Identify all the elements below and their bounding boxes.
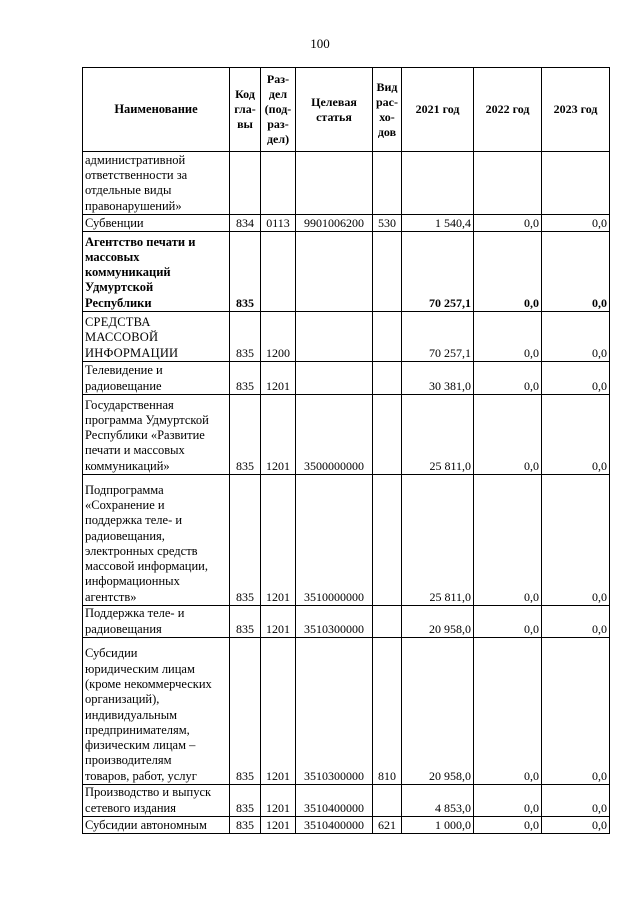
cell-2023 <box>542 152 610 215</box>
cell-code: 835 <box>230 785 261 817</box>
cell-code: 835 <box>230 638 261 785</box>
cell-section: 1201 <box>261 638 296 785</box>
cell-2022: 0,0 <box>474 395 542 475</box>
cell-2021: 1 000,0 <box>402 817 474 834</box>
cell-article: 3510000000 <box>296 475 373 606</box>
cell-section <box>261 232 296 312</box>
cell-2022: 0,0 <box>474 606 542 638</box>
cell-code: 835 <box>230 312 261 362</box>
cell-section: 1201 <box>261 475 296 606</box>
cell-code: 834 <box>230 215 261 232</box>
cell-name: Субсидии юридическим лицам (кроме некоммерческих организаций), индивидуальным предпринимателям, физическим лицам – производителям товаров, работ, услуг <box>83 638 230 785</box>
cell-2023: 0,0 <box>542 362 610 395</box>
table-row <box>83 215 610 232</box>
table-row <box>83 785 610 817</box>
cell-section: 0113 <box>261 215 296 232</box>
table-row <box>83 362 610 395</box>
header-2023: 2023 год <box>542 68 610 152</box>
cell-name: Подпрограмма «Сохранение и поддержка теле- и радиовещания, электронных средств массовой информации, информационных агентств» <box>83 475 230 606</box>
cell-name: СРЕДСТВА МАССОВОЙ ИНФОРМАЦИИ <box>83 312 230 362</box>
cell-2021: 20 958,0 <box>402 638 474 785</box>
cell-code: 835 <box>230 362 261 395</box>
cell-article: 3510400000 <box>296 817 373 834</box>
cell-name: Государственная программа Удмуртской Республики «Развитие печати и массовых коммуникаций» <box>83 395 230 475</box>
cell-article: 3510300000 <box>296 638 373 785</box>
cell-name: Субвенции <box>83 215 230 232</box>
cell-code: 835 <box>230 475 261 606</box>
cell-2021: 30 381,0 <box>402 362 474 395</box>
cell-name: Поддержка теле- и радиовещания <box>83 606 230 638</box>
cell-section <box>261 152 296 215</box>
header-vid: Вид рас- хо- дов <box>373 68 402 152</box>
table-row <box>83 152 610 215</box>
cell-2021: 1 540,4 <box>402 215 474 232</box>
cell-name: Телевидение и радиовещание <box>83 362 230 395</box>
cell-vid <box>373 785 402 817</box>
cell-2023: 0,0 <box>542 785 610 817</box>
header-article: Целевая статья <box>296 68 373 152</box>
cell-2023: 0,0 <box>542 312 610 362</box>
cell-2023: 0,0 <box>542 215 610 232</box>
cell-vid <box>373 395 402 475</box>
cell-2021: 70 257,1 <box>402 312 474 362</box>
cell-article: 3510300000 <box>296 606 373 638</box>
cell-vid: 621 <box>373 817 402 834</box>
cell-2022 <box>474 152 542 215</box>
table-row <box>83 395 610 475</box>
cell-2022: 0,0 <box>474 312 542 362</box>
cell-vid <box>373 232 402 312</box>
cell-2023: 0,0 <box>542 475 610 606</box>
cell-2022: 0,0 <box>474 638 542 785</box>
cell-2022: 0,0 <box>474 232 542 312</box>
cell-article <box>296 362 373 395</box>
cell-name: Субсидии автономным <box>83 817 230 834</box>
page-number: 100 <box>310 36 330 51</box>
budget-table <box>82 67 610 834</box>
header-section: Раз- дел (под- раз- дел) <box>261 68 296 152</box>
cell-name: административной ответственности за отдельные виды правонарушений» <box>83 152 230 215</box>
cell-article <box>296 312 373 362</box>
cell-section: 1201 <box>261 395 296 475</box>
cell-code: 835 <box>230 232 261 312</box>
cell-2022: 0,0 <box>474 475 542 606</box>
cell-article <box>296 232 373 312</box>
cell-vid <box>373 362 402 395</box>
cell-section: 1200 <box>261 312 296 362</box>
cell-2021: 25 811,0 <box>402 475 474 606</box>
cell-section: 1201 <box>261 606 296 638</box>
cell-article <box>296 152 373 215</box>
table-row <box>83 817 610 834</box>
header-row <box>83 68 610 152</box>
cell-2023: 0,0 <box>542 395 610 475</box>
cell-2022: 0,0 <box>474 785 542 817</box>
cell-article: 3500000000 <box>296 395 373 475</box>
cell-article: 3510400000 <box>296 785 373 817</box>
cell-2023: 0,0 <box>542 606 610 638</box>
header-name: Наименование <box>83 68 230 152</box>
cell-name: Агентство печати и массовых коммуникаций Удмуртской Республики <box>83 232 230 312</box>
table-row <box>83 475 610 606</box>
header-2022: 2022 год <box>474 68 542 152</box>
cell-code: 835 <box>230 395 261 475</box>
table-row <box>83 232 610 312</box>
cell-code: 835 <box>230 606 261 638</box>
cell-section: 1201 <box>261 785 296 817</box>
cell-section: 1201 <box>261 362 296 395</box>
cell-vid <box>373 152 402 215</box>
table-row <box>83 638 610 785</box>
table-row <box>83 606 610 638</box>
cell-code: 835 <box>230 817 261 834</box>
cell-2021: 70 257,1 <box>402 232 474 312</box>
cell-2022: 0,0 <box>474 817 542 834</box>
header-2021: 2021 год <box>402 68 474 152</box>
cell-2022: 0,0 <box>474 362 542 395</box>
cell-vid <box>373 312 402 362</box>
cell-2021: 20 958,0 <box>402 606 474 638</box>
cell-article: 9901006200 <box>296 215 373 232</box>
cell-name: Производство и выпуск сетевого издания <box>83 785 230 817</box>
cell-vid: 530 <box>373 215 402 232</box>
cell-vid: 810 <box>373 638 402 785</box>
cell-2023: 0,0 <box>542 817 610 834</box>
cell-section: 1201 <box>261 817 296 834</box>
cell-2021 <box>402 152 474 215</box>
header-code: Код гла- вы <box>230 68 261 152</box>
cell-2021: 25 811,0 <box>402 395 474 475</box>
cell-vid <box>373 475 402 606</box>
cell-vid <box>373 606 402 638</box>
table-row <box>83 312 610 362</box>
cell-2021: 4 853,0 <box>402 785 474 817</box>
cell-2022: 0,0 <box>474 215 542 232</box>
cell-2023: 0,0 <box>542 638 610 785</box>
cell-code <box>230 152 261 215</box>
cell-2023: 0,0 <box>542 232 610 312</box>
